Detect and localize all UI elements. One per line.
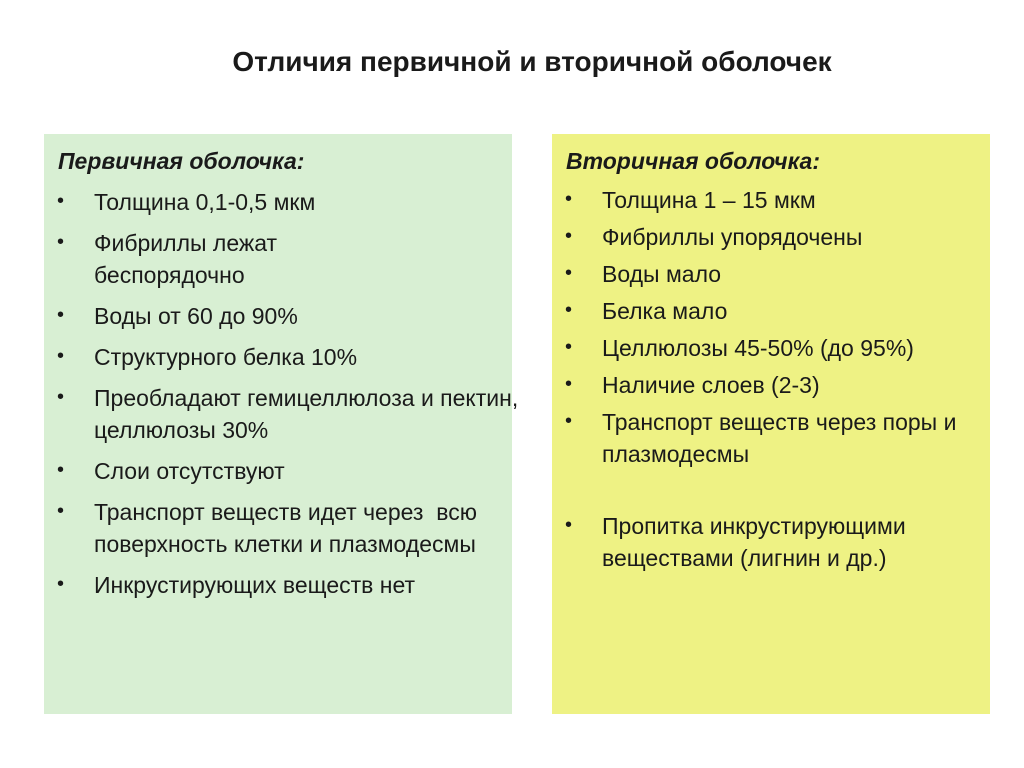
- bullet-icon: •: [57, 459, 65, 481]
- bullet-icon: •: [57, 500, 65, 522]
- list-item: • Инкрустирующих веществ нет: [54, 569, 509, 601]
- bullet-icon: •: [565, 410, 573, 432]
- list-item: • Воды от 60 до 90%: [54, 300, 509, 332]
- list-item: • Наличие слоев (2-3): [562, 369, 987, 401]
- bullet-icon: •: [565, 373, 573, 395]
- bullet-icon: •: [565, 262, 573, 284]
- bullet-icon: •: [565, 299, 573, 321]
- slide-title: Отличия первичной и вторичной оболочек: [232, 46, 832, 77]
- list-item: • Слои отсутствуют: [54, 455, 509, 487]
- bullet-icon: •: [57, 231, 65, 253]
- primary-wall-panel: [44, 134, 519, 714]
- bullet-icon: •: [57, 304, 65, 326]
- bullet-icon: •: [57, 573, 65, 595]
- list-item: • Пропитка инкрустирующими веществами (лигнин и др.): [562, 510, 1024, 574]
- list-item: • Белка мало: [562, 295, 987, 327]
- list-item: • Фибриллы лежат беспорядочно: [54, 227, 394, 291]
- bullet-icon: •: [57, 190, 65, 212]
- list-item: • Структурного белка 10%: [54, 341, 509, 373]
- list-item: • Толщина 0,1-0,5 мкм: [54, 186, 509, 218]
- bullet-icon: •: [57, 386, 65, 408]
- list-item: • Воды мало: [562, 258, 987, 290]
- bullet-icon: •: [565, 514, 573, 536]
- list-item: • Толщина 1 – 15 мкм: [562, 184, 987, 216]
- primary-wall-heading: Первичная оболочка:: [58, 148, 305, 174]
- list-item: • Фибриллы упорядочены: [562, 221, 987, 253]
- secondary-wall-list: [562, 184, 987, 579]
- list-item: • Преобладают гемицеллюлоза и пектин, целлюлозы 30%: [54, 382, 554, 446]
- list-item: • Транспорт веществ через поры и плазмодесмы: [562, 406, 997, 470]
- bullet-icon: •: [565, 336, 573, 358]
- bullet-icon: •: [565, 225, 573, 247]
- primary-wall-list: [54, 186, 519, 610]
- secondary-wall-heading: Вторичная оболочка:: [566, 148, 820, 174]
- secondary-wall-panel: [552, 134, 990, 714]
- bullet-icon: •: [57, 345, 65, 367]
- bullet-icon: •: [565, 188, 573, 210]
- list-item: • Транспорт веществ идет через всю поверхность клетки и плазмодесмы: [54, 496, 534, 560]
- list-item: • Целлюлозы 45-50% (до 95%): [562, 332, 922, 364]
